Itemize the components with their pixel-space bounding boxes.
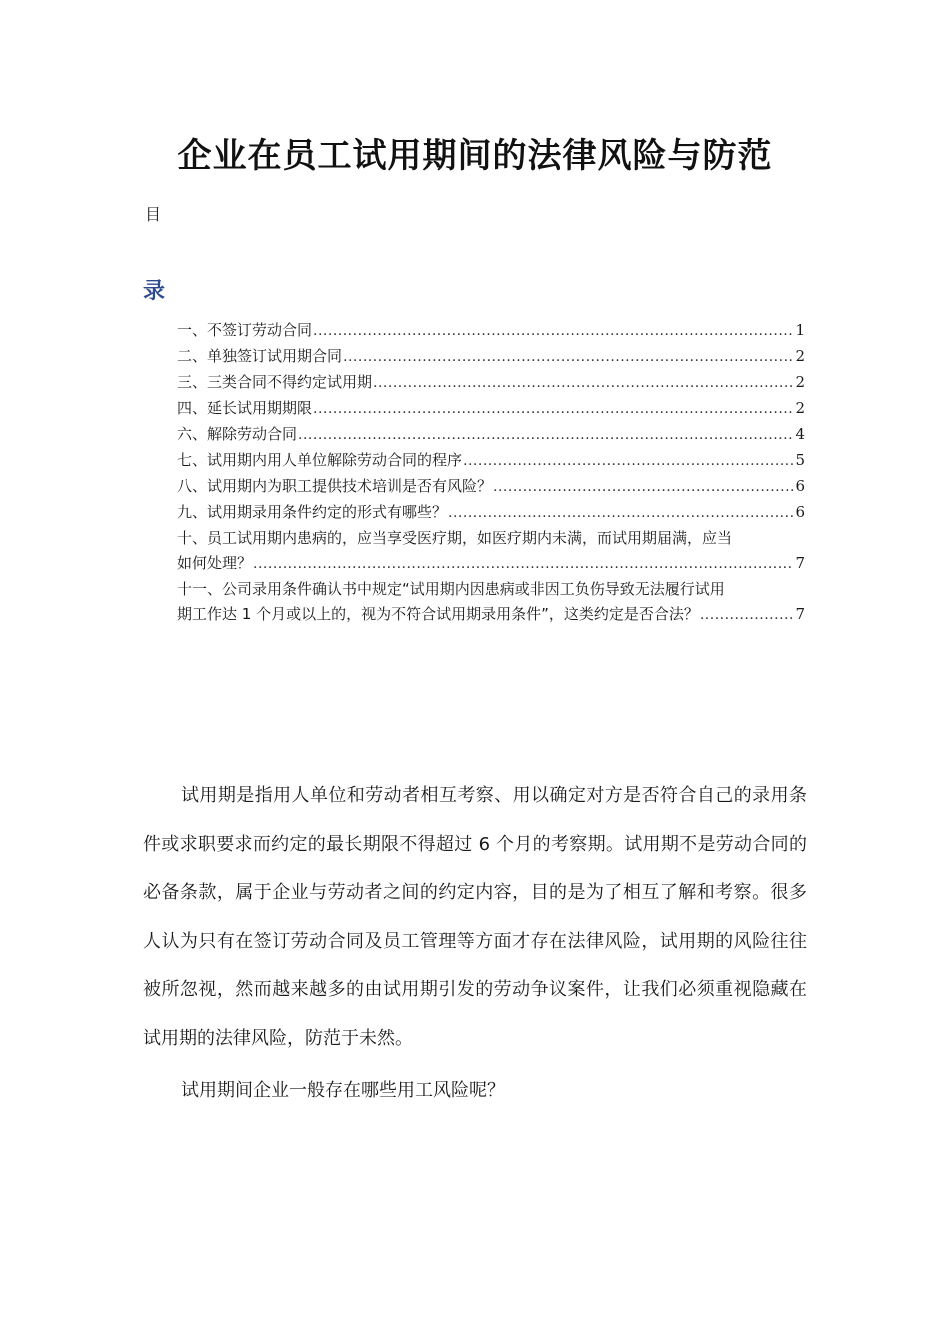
toc-dot-leader bbox=[343, 345, 794, 370]
toc-entry-label: 九、试用期录用条件约定的形式有哪些？ bbox=[177, 503, 448, 521]
toc-entry-page: 7 bbox=[795, 605, 805, 623]
toc-dot-leader bbox=[463, 449, 794, 474]
toc-dot-leader bbox=[298, 423, 794, 448]
toc-entry-label: 七、试用期内用人单位解除劳动合同的程序 bbox=[177, 451, 463, 469]
toc-entry-6[interactable] bbox=[177, 448, 805, 474]
toc-entry-label: 四、延长试用期期限 bbox=[177, 399, 313, 417]
toc-entry-page: 1 bbox=[795, 321, 805, 339]
toc-entry-label: 二、单独签订试用期合同 bbox=[177, 347, 343, 365]
document-title: 企业在员工试用期间的法律风险与防范 bbox=[177, 136, 773, 176]
toc-dot-leader bbox=[700, 603, 795, 628]
toc-entry-3[interactable] bbox=[177, 370, 805, 396]
toc-heading-lu: 录 bbox=[143, 279, 166, 304]
toc-entry-page: 2 bbox=[795, 373, 805, 391]
toc-entry-label-line2: 期工作达 1 个月或以上的，视为不符合试用期录用条件”，这类约定是否合法？ bbox=[177, 605, 699, 623]
toc-entry-7[interactable] bbox=[177, 474, 805, 500]
toc-entry-10[interactable] bbox=[177, 526, 805, 577]
intro-paragraph: 试用期是指用人单位和劳动者相互考察、用以确定对方是否符合自己的录用条件或求职要求而约定的最长期限不得超过 6 个月的考察期。试用期不是劳动合同的必备条款，属于企业与劳动者之间的约定内容，目的是为了相互了解和考察。很多人认为只有在签订劳动合同及员工管理等方面才存在法律风险，试用期的风险往往被所忽视，然而越来越多的由试用期引发的劳动争议案件，让我们必须重视隐藏在试用期的法律风险，防范于未然。 bbox=[143, 785, 807, 1049]
toc-entry-11[interactable] bbox=[177, 577, 805, 628]
table-of-contents bbox=[177, 318, 805, 628]
toc-entry-2[interactable] bbox=[177, 344, 805, 370]
toc-entry-label-line2: 如何处理？ bbox=[177, 554, 253, 572]
toc-entry-1[interactable] bbox=[177, 318, 805, 344]
toc-entry-page: 2 bbox=[795, 399, 805, 417]
toc-dot-leader bbox=[253, 552, 794, 577]
toc-entry-label-line1: 十一、公司录用条件确认书中规定“试用期内因患病或非因工负伤导致无法履行试用 bbox=[177, 580, 725, 598]
section-question: 试用期间企业一般存在哪些用工风险呢？ bbox=[181, 1080, 505, 1101]
toc-entry-page: 6 bbox=[795, 503, 805, 521]
toc-entry-page: 4 bbox=[795, 425, 805, 443]
toc-dot-leader bbox=[313, 397, 794, 422]
toc-entry-label: 三、三类合同不得约定试用期 bbox=[177, 373, 373, 391]
toc-entry-page: 2 bbox=[795, 347, 805, 365]
toc-dot-leader bbox=[373, 371, 794, 396]
toc-entry-label: 六、解除劳动合同 bbox=[177, 425, 298, 443]
toc-entry-5[interactable] bbox=[177, 422, 805, 448]
toc-entry-4[interactable] bbox=[177, 396, 805, 422]
toc-dot-leader bbox=[493, 475, 794, 500]
toc-entry-label-line1: 十、员工试用期内患病的，应当享受医疗期，如医疗期内未满，而试用期届满，应当 bbox=[177, 529, 733, 547]
toc-heading-mu: 目 bbox=[145, 205, 162, 224]
toc-entry-page: 5 bbox=[795, 451, 805, 469]
toc-entry-page: 6 bbox=[795, 477, 805, 495]
toc-entry-page: 7 bbox=[795, 554, 805, 572]
toc-dot-leader bbox=[448, 501, 794, 526]
toc-dot-leader bbox=[313, 319, 794, 344]
toc-entry-8[interactable] bbox=[177, 500, 805, 526]
toc-entry-label: 八、试用期内为职工提供技术培训是否有风险？ bbox=[177, 477, 493, 495]
toc-entry-label: 一、不签订劳动合同 bbox=[177, 321, 313, 339]
